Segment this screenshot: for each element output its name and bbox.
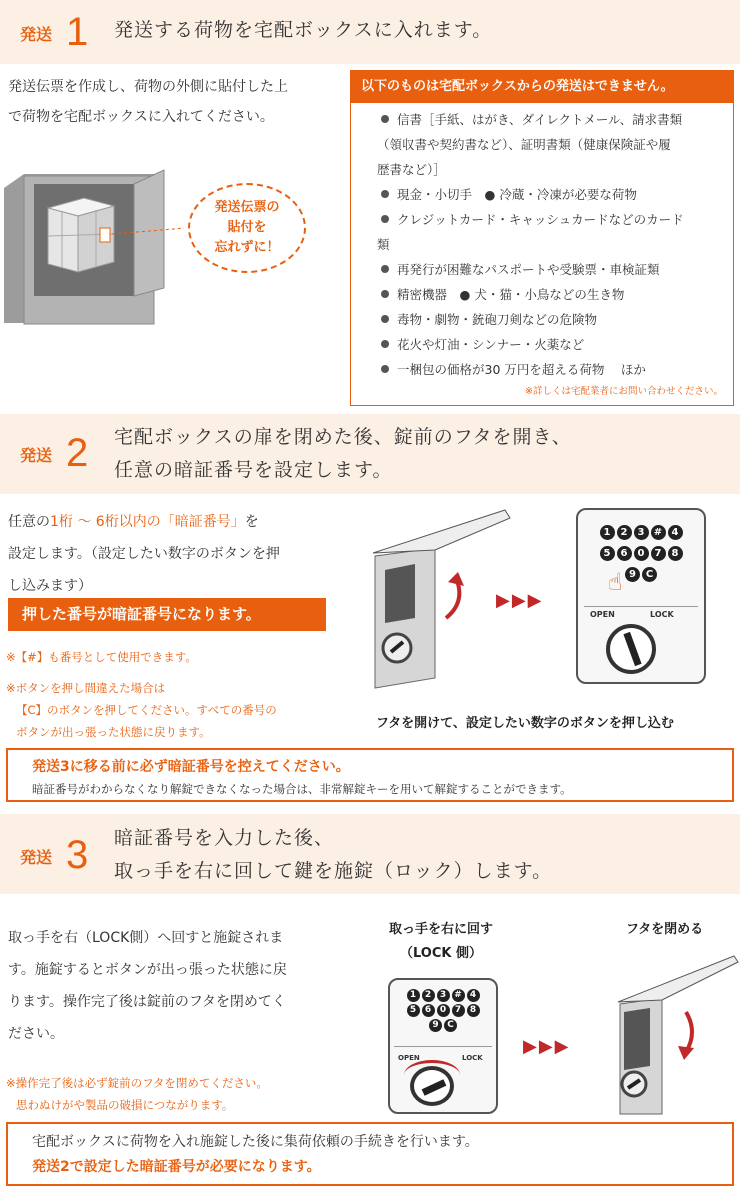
delivery-box-illustration	[4, 168, 184, 328]
key-button[interactable]: 7	[651, 546, 666, 561]
key-button[interactable]: 8	[467, 1004, 480, 1017]
key-button[interactable]: 7	[452, 1004, 465, 1017]
bullet-icon	[381, 190, 389, 198]
open-label: OPEN	[398, 1054, 420, 1062]
step2-number: 2	[66, 431, 89, 475]
key-button[interactable]: #	[452, 989, 465, 1002]
key-button[interactable]: 4	[668, 525, 683, 540]
key-button[interactable]: 8	[668, 546, 683, 561]
step3-caption-left: 取っ手を右に回す （LOCK 側）	[388, 922, 493, 961]
key-button[interactable]: C	[642, 567, 657, 582]
step2-label: 発送	[20, 446, 53, 465]
key-button[interactable]: 6	[422, 1004, 435, 1017]
prohibited-items-header: 以下のものは宅配ボックスからの発送はできません。	[351, 71, 733, 103]
step2-body: 任意の1桁 ～ 6桁以内の「暗証番号」を 設定します。（設定したい数字のボタンを押 し込みます）	[8, 514, 280, 594]
step2-note-clear: ※ボタンを押し間違えた場合は 【C】のボタンを押してください。すべての番号の ボタンが出っ張った状態に戻ります。	[6, 681, 277, 739]
step2-note-hash: ※【#】も番号として使用できます。	[6, 650, 197, 664]
list-item: 一梱包の価格が30 万円を超える荷物 ほか	[373, 357, 733, 382]
bullet-icon	[381, 340, 389, 348]
step1-label: 発送	[20, 25, 53, 44]
step3-caption-right: フタを閉める	[626, 922, 704, 937]
list-item: クレジットカード・キャッシュカードなどのカード	[373, 207, 733, 232]
list-item: 毒物・劇物・銃砲刀剣などの危険物	[373, 307, 733, 332]
key-button[interactable]: 4	[467, 989, 480, 1002]
bullet-icon	[381, 315, 389, 323]
keypad	[405, 988, 481, 1033]
step3-note: ※操作完了後は必ず錠前のフタを閉めてください。 思わぬけがや製品の破損につながります。	[6, 1076, 268, 1112]
key-button[interactable]: 1	[600, 525, 615, 540]
bullet-icon	[381, 365, 389, 373]
prohibited-items-box	[350, 70, 734, 406]
keypad	[591, 520, 691, 583]
step3-title: 暗証番号を入力した後、 取っ手を右に回して鍵を施錠（ロック）します。	[114, 827, 553, 882]
key-button[interactable]: 6	[617, 546, 632, 561]
bullet-icon	[381, 215, 389, 223]
prohibited-items-list	[351, 103, 733, 382]
next-arrows-icon: ▶▶▶	[496, 590, 544, 611]
list-item: 再発行が困難なパスポートや受験票・車検証類	[373, 257, 733, 282]
hand-pointer-icon: ☝	[608, 568, 623, 596]
step3-body: 取っ手を右（LOCK側）へ回すと施錠されま す。施錠するとボタンが出っ張った状態に戻 ります。操作完了後は錠前のフタを閉めてく ださい。	[8, 930, 287, 1042]
key-button[interactable]: #	[651, 525, 666, 540]
key-button[interactable]: 2	[422, 989, 435, 1002]
list-item: 現金・小切手 ● 冷蔵・冷凍が必要な荷物	[373, 182, 733, 207]
step1-body: 発送伝票を作成し、荷物の外側に貼付した上 で荷物を宅配ボックスに入れてください。	[8, 79, 288, 125]
lock-closing-lid-illustration	[606, 954, 740, 1119]
step1-number: 1	[66, 10, 89, 54]
key-button[interactable]: 9	[625, 567, 640, 582]
next-arrows-icon: ▶▶▶	[523, 1036, 571, 1057]
pin-warning-box: 発送3に移る前に必ず暗証番号を控えてください。 暗証番号がわからなくなり解錠できなくなった場合は、非常解錠キーを用いて解錠することができます。	[6, 748, 734, 802]
key-button[interactable]: 5	[407, 1004, 420, 1017]
keypad-closeup	[576, 508, 706, 684]
key-button[interactable]: 0	[634, 546, 649, 561]
step2-figure-caption: フタを開けて、設定したい数字のボタンを押し込む	[376, 716, 674, 731]
list-item: 類	[377, 237, 390, 252]
key-button[interactable]: 0	[437, 1004, 450, 1017]
list-item: 精密機器 ● 犬・猫・小鳥などの生き物	[373, 282, 733, 307]
list-item: 歴書など）］	[377, 162, 446, 177]
key-button[interactable]: 3	[437, 989, 450, 1002]
final-notice-box: 宅配ボックスに荷物を入れ施錠した後に集荷依頼の手続きを行います。 発送2で設定した暗証番号が必要になります。	[6, 1122, 734, 1186]
key-button[interactable]: 2	[617, 525, 632, 540]
key-button[interactable]: 5	[600, 546, 615, 561]
bullet-icon	[381, 115, 389, 123]
step3-label: 発送	[20, 848, 53, 867]
lock-label: LOCK	[650, 610, 674, 619]
bullet-icon	[381, 265, 389, 273]
pin-highlight-banner: 押した番号が暗証番号になります。	[8, 598, 326, 631]
step1-title: 発送する荷物を宅配ボックスに入れます。	[114, 19, 493, 41]
step3-number: 3	[66, 833, 89, 877]
key-button[interactable]: 3	[634, 525, 649, 540]
bullet-icon	[381, 290, 389, 298]
key-button[interactable]: C	[444, 1019, 457, 1032]
prohibited-items-footnote: ※詳しくは宅配業者にお問い合わせください。	[525, 386, 723, 397]
key-button[interactable]: 1	[407, 989, 420, 1002]
key-button[interactable]: 9	[429, 1019, 442, 1032]
rotate-arrow-icon	[438, 572, 470, 622]
list-item: 信書［手紙、はがき、ダイレクトメール、請求書類	[373, 107, 733, 132]
label-reminder-callout: 発送伝票の 貼付を 忘れずに！	[188, 183, 306, 273]
list-item: （領収書や契約書など）、証明書類（健康保険証や履	[377, 137, 671, 152]
open-label: OPEN	[590, 610, 615, 619]
lock-label: LOCK	[462, 1054, 483, 1062]
list-item: 花火や灯油・シンナー・火薬など	[373, 332, 733, 357]
rotate-right-arrow-icon	[404, 1060, 460, 1090]
step2-title: 宅配ボックスの扉を閉めた後、錠前のフタを開き、 任意の暗証番号を設定します。	[114, 426, 572, 481]
keypad-lock-closeup	[388, 978, 498, 1114]
lock-handle[interactable]	[606, 624, 656, 674]
